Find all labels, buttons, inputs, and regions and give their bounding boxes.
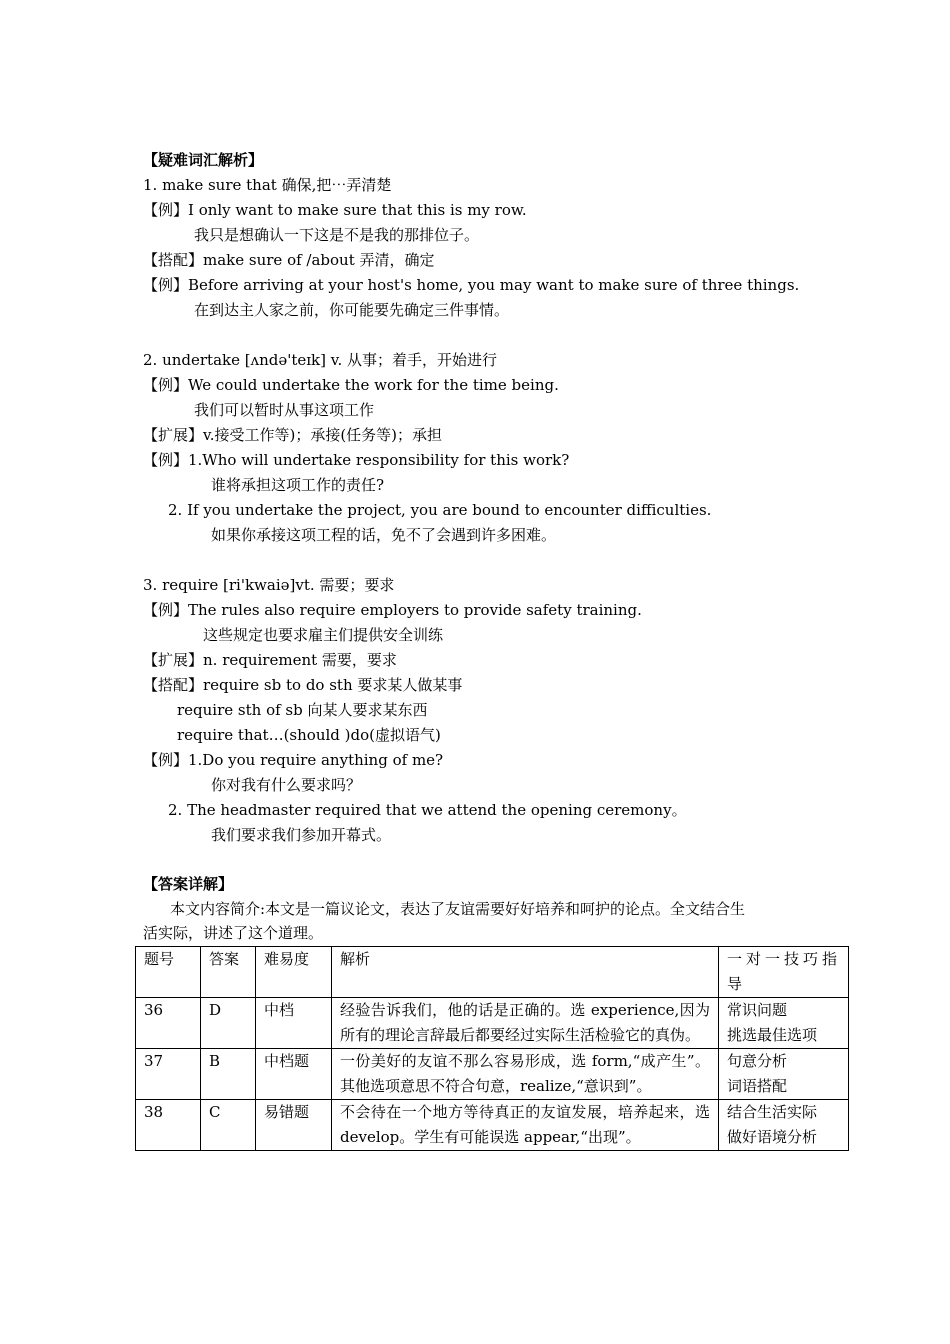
word2-title: 2. undertake [ʌndə'teɪk] v. 从事；着手，开始进行 — [143, 351, 497, 369]
vocab-heading: 【疑难词汇解析】 — [143, 151, 264, 169]
cell-tips — [719, 998, 849, 1049]
cell-number: 38 — [136, 1100, 201, 1151]
word2-example-3: 2. If you undertake the project, you are bound to encounter difficulties. — [168, 501, 712, 519]
tip-line: 结合生活实际 — [727, 1103, 818, 1121]
word1-example-2: 【例】Before arriving at your host's home, you may want to make sure of three things. — [143, 276, 800, 294]
cell-number: 36 — [136, 998, 201, 1049]
cell-difficulty: 中档 — [256, 998, 332, 1049]
header-number: 题号 — [136, 947, 201, 998]
cell-difficulty: 中档题 — [256, 1049, 332, 1100]
answer-table — [135, 946, 849, 1151]
word1-example: 【例】I only want to make sure that this is my row. — [143, 201, 527, 219]
cell-analysis: 不会待在一个地方等待真正的友谊发展，培养起来，选 develop。学生有可能误选 appear,“出现”。 — [332, 1100, 719, 1151]
word2-example: 【例】We could undertake the work for the time being. — [143, 376, 559, 394]
word3-extension: 【扩展】n. requirement 需要，要求 — [143, 651, 397, 669]
word3-example-translation: 这些规定也要求雇主们提供安全训练 — [203, 626, 444, 644]
cell-analysis: 一份美好的友谊不那么容易形成，选 form,“成产生”。其他选项意思不符合句意，realize,“意识到”。 — [332, 1049, 719, 1100]
tip-line: 词语搭配 — [727, 1077, 788, 1095]
word3-example-3: 2. The headmaster required that we attend the opening ceremony。 — [168, 801, 687, 819]
cell-number: 37 — [136, 1049, 201, 1100]
cell-difficulty: 易错题 — [256, 1100, 332, 1151]
word2-example-3-translation: 如果你承接这项工程的话，免不了会遇到许多困难。 — [211, 526, 557, 544]
word1-title: 1. make sure that 确保,把⋯弄清楚 — [143, 176, 392, 194]
answers-intro-line-1: 本文内容简介:本文是一篇议论文，表达了友谊需要好好培养和呵护的论点。全文结合生 — [170, 900, 746, 918]
tip-line: 常识问题 — [727, 1001, 788, 1019]
word3-collocation-3: require that…(should )do(虚拟语气) — [177, 726, 441, 744]
cell-answer: C — [201, 1100, 256, 1151]
cell-tips — [719, 1100, 849, 1151]
word3-example-2-translation: 你对我有什么要求吗？ — [211, 776, 362, 794]
cell-answer: D — [201, 998, 256, 1049]
answers-intro-line-2: 活实际，讲述了这个道理。 — [143, 924, 324, 942]
table-row — [136, 998, 849, 1049]
word2-example-translation: 我们可以暂时从事这项工作 — [194, 401, 375, 419]
word1-example-2-translation: 在到达主人家之前，你可能要先确定三件事情。 — [194, 301, 510, 319]
word3-example-3-translation: 我们要求我们参加开幕式。 — [211, 826, 392, 844]
word3-example-2: 【例】1.Do you require anything of me? — [143, 751, 444, 769]
table-row — [136, 1100, 849, 1151]
tip-line: 做好语境分析 — [727, 1128, 818, 1146]
word3-example: 【例】The rules also require employers to provide safety training. — [143, 601, 642, 619]
word3-collocation: 【搭配】require sb to do sth 要求某人做某事 — [143, 676, 463, 694]
word1-collocation: 【搭配】make sure of /about 弄清，确定 — [143, 251, 435, 269]
header-answer: 答案 — [201, 947, 256, 998]
table-row — [136, 1049, 849, 1100]
word2-example-2-translation: 谁将承担这项工作的责任? — [211, 476, 385, 494]
cell-tips — [719, 1049, 849, 1100]
header-difficulty: 难易度 — [256, 947, 332, 998]
cell-analysis: 经验告诉我们，他的话是正确的。选 experience,因为所有的理论言辞最后都要经过实际生活检验它的真伪。 — [332, 998, 719, 1049]
tip-line: 句意分析 — [727, 1052, 788, 1070]
answers-heading: 【答案详解】 — [143, 875, 234, 893]
header-analysis: 解析 — [332, 947, 719, 998]
word3-collocation-2: require sth of sb 向某人要求某东西 — [177, 701, 428, 719]
cell-answer: B — [201, 1049, 256, 1100]
word2-extension: 【扩展】v.接受工作等)；承接(任务等)；承担 — [143, 426, 443, 444]
header-tips: 一对一技巧指导 — [719, 947, 849, 998]
word2-example-2: 【例】1.Who will undertake responsibility for this work? — [143, 451, 570, 469]
tip-line: 挑选最佳选项 — [727, 1026, 818, 1044]
table-header-row — [136, 947, 849, 998]
word1-example-translation: 我只是想确认一下这是不是我的那排位子。 — [194, 226, 480, 244]
word3-title: 3. require [ri'kwaiə]vt. 需要；要求 — [143, 576, 395, 594]
